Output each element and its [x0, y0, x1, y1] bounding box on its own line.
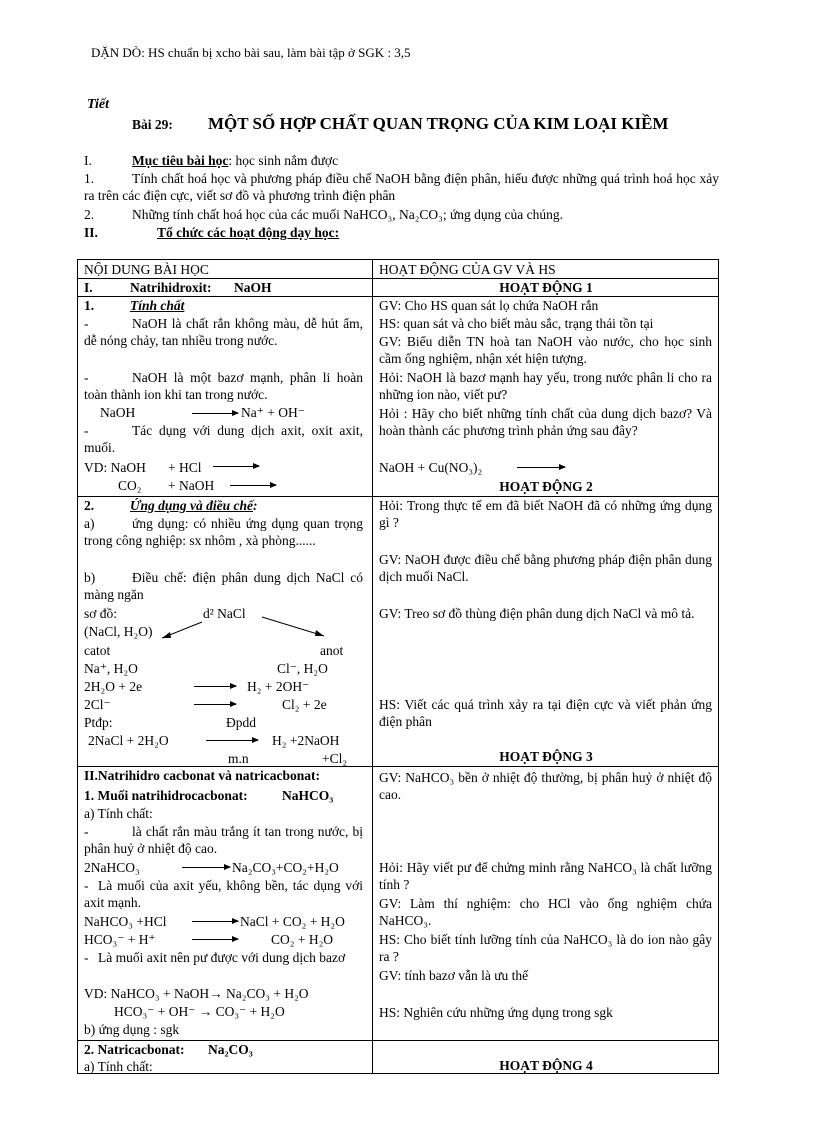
- diagram-node: anot: [320, 643, 344, 658]
- equation-right: +Cl₂: [322, 751, 348, 766]
- diagram-node: catot: [84, 643, 111, 658]
- activity-heading: HOẠT ĐỘNG 3: [499, 749, 593, 764]
- right-text: GV: NaHCO₃ bền ở nhiệt độ thường, bị phân huỷ ở nhiệt độ cao.: [379, 770, 712, 802]
- left-heading-naoh: Natrihidroxit:: [130, 280, 212, 295]
- left-num: I.: [84, 280, 93, 295]
- equation-label: Ptđp:: [84, 715, 113, 730]
- right-text: HS: Viết các quá trình xảy ra tại điện cực và viết phản ứng điện phân: [379, 697, 712, 729]
- left-num: 1.: [84, 298, 95, 313]
- activity-heading: HOẠT ĐỘNG 1: [499, 280, 593, 295]
- reaction-arrow: [213, 466, 259, 467]
- equation-right: Na⁺ + OH⁻: [241, 405, 305, 420]
- left-heading-carbonates: II.Natrihidro cacbonat và natricacbonat:: [84, 768, 320, 783]
- left-subheading: 2. Natricacbonat:: [84, 1042, 185, 1057]
- left-text: Là muối của axit yếu, không bền, tác dụng với axit mạnh.: [84, 878, 363, 910]
- equation-left: 2NaHCO₃: [84, 860, 140, 875]
- objective-2-number: 2.: [84, 207, 95, 222]
- left-subheading-formula: Na₂CO₃: [208, 1042, 253, 1057]
- right-text: GV: Biểu diễn TN hoà tan NaOH vào nước, cho học sinh cầm ống nghiệm, nhận xét hiện tượng.: [379, 334, 712, 366]
- diagram-node: Cl⁻, H₂O: [277, 661, 328, 676]
- left-text: b) ứng dụng : sgk: [84, 1022, 180, 1037]
- activity-heading: HOẠT ĐỘNG 2: [499, 479, 593, 494]
- objective-1-text: Tính chất hoá học và phương pháp điều chế NaOH bằng điện phân, hiểu được những quá trình hoá học xảy ra trên các điện cực, viết sơ đồ và phương trình điện phân: [84, 171, 719, 203]
- right-equation: NaOH + Cu(NO₃)₂: [379, 460, 483, 475]
- reaction-arrow: [192, 921, 238, 922]
- right-text: HS: Nghiên cứu những ứng dụng trong sgk: [379, 1005, 613, 1020]
- right-text: HS: quan sát và cho biết màu sắc, trạng thái tồn tại: [379, 316, 654, 331]
- left-subheading: Tính chất: [130, 298, 185, 313]
- reaction-arrow: [192, 413, 238, 414]
- right-text: Hỏi : Hãy cho biết những tính chất của dung dịch bazơ? Và hoàn thành các phương trình phản ứng sau đây?: [379, 406, 712, 438]
- table-head-left: NỘI DUNG BÀI HỌC: [84, 262, 209, 277]
- equation-left: VD: NaOH: [84, 460, 146, 475]
- lesson-label: Bài 29:: [132, 117, 173, 132]
- left-text: a) Tính chất:: [84, 806, 153, 821]
- equation-left: 2NaCl + 2H₂O: [88, 733, 169, 748]
- equation-left: CO₂: [118, 478, 142, 493]
- equation-example: VD: NaHCO₃ + NaOH→ Na₂CO₃ + H₂O: [84, 986, 309, 1001]
- reaction-arrow: [194, 686, 236, 687]
- reaction-arrow: [230, 485, 276, 486]
- equation-right: H₂ +2NaOH: [272, 733, 340, 748]
- right-text: HS: Cho biết tính lưỡng tính của NaHCO₃ là do ion nào gây ra ?: [379, 932, 712, 964]
- equation-condition: Đpdd: [226, 715, 256, 730]
- left-text: Tác dụng với dung dịch axit, oxit axit, muối.: [84, 423, 363, 455]
- equation-reagent: + HCl: [168, 460, 202, 475]
- section-number: I.: [84, 153, 92, 168]
- left-num: 2.: [84, 498, 95, 513]
- objectives-heading: [132, 152, 338, 169]
- equation-left: 2H₂O + 2e: [84, 679, 143, 694]
- objective-2-text: Những tính chất hoá học của các muối NaHCO₃, Na₂CO₃; ứng dụng của chúng.: [132, 207, 564, 222]
- equation-left: NaHCO₃ +HCl: [84, 914, 167, 929]
- equation-right: Cl₂ + 2e: [282, 697, 327, 712]
- equation-right: NaCl + CO₂ + H₂O: [240, 914, 345, 929]
- equation-condition: m.n: [228, 751, 249, 766]
- right-text: GV: NaOH được điều chế bằng phương pháp điện phân dung dịch muối NaCl.: [379, 552, 712, 584]
- left-text: Là muối axit nên pư được với dung dịch bazơ: [98, 950, 346, 965]
- diagram-node: (NaCl, H₂O): [84, 624, 153, 639]
- equation-example: HCO₃⁻ + OH⁻ → CO₃⁻ + H₂O: [114, 1004, 285, 1019]
- activity-heading: HOẠT ĐỘNG 4: [499, 1058, 593, 1073]
- objectives-title: Mục tiêu bài học: [132, 153, 229, 168]
- diagram-node: Na⁺, H₂O: [84, 661, 138, 676]
- right-text: Hỏi: Trong thực tế em đã biết NaOH đã có những ứng dụng gì ?: [379, 498, 712, 530]
- diagram-label: sơ đồ:: [84, 606, 118, 621]
- table-head-right: HOẠT ĐỘNG CỦA GV VÀ HS: [379, 262, 556, 277]
- left-text: là chất rắn màu trắng ít tan trong nước, bị phân huỷ ở nhiệt độ cao.: [84, 824, 363, 856]
- left-text: NaOH là một bazơ mạnh, phân li hoàn toàn thành ion khi tan trong nước.: [84, 370, 363, 402]
- right-text: GV: Treo sơ đồ thùng điện phân dung dịch NaCl và mô tả.: [379, 606, 695, 621]
- objectives-subtitle: : học sinh nắm được: [228, 153, 339, 168]
- left-heading-naoh-formula: NaOH: [234, 280, 272, 295]
- homework-note: DẶN DÒ: HS chuẩn bị xcho bài sau, làm bài tập ở SGK : 3,5: [91, 45, 411, 60]
- tiet-label: Tiết: [87, 97, 110, 112]
- right-text: Hỏi: Hãy viết pư để chứng minh rằng NaHCO₃ là chất lưỡng tính ?: [379, 860, 712, 892]
- equation-left: 2Cl⁻: [84, 697, 111, 712]
- section-2-heading: Tổ chức các hoạt động dạy học:: [157, 225, 340, 240]
- left-subheading: 1. Muối natrihidrocacbonat:: [84, 788, 248, 803]
- left-text: Điều chế: điện phân dung dịch NaCl có màng ngăn: [84, 570, 363, 602]
- diagram-node: d² NaCl: [203, 606, 246, 621]
- left-subheading: Ứng dụng và điều chế:: [130, 498, 258, 513]
- lesson-title: MỘT SỐ HỢP CHẤT QUAN TRỌNG CỦA KIM LOẠI KIỀM: [208, 114, 669, 133]
- objective-1-number: 1.: [84, 171, 95, 186]
- reaction-arrow: [194, 704, 236, 705]
- left-subheading-formula: NaHCO₃: [282, 788, 334, 803]
- reaction-arrow: [517, 467, 565, 468]
- right-text: Hỏi: NaOH là bazơ mạnh hay yếu, trong nước phân li cho ra những ion nào, viết pư?: [379, 370, 712, 402]
- left-text: NaOH là chất rắn không màu, dễ hút ẩm, dễ nóng chảy, tan nhiều trong nước.: [84, 316, 363, 348]
- equation-left: HCO₃⁻ + H⁺: [84, 932, 156, 947]
- equation-left: NaOH: [100, 405, 136, 420]
- right-text: GV: tính bazơ vẫn là ưu thế: [379, 968, 529, 983]
- section-2-number: II.: [84, 225, 98, 240]
- equation-right: Na₂CO₃+CO₂+H₂O: [232, 860, 339, 875]
- reaction-arrow: [192, 939, 238, 940]
- column-divider: [372, 259, 373, 1074]
- equation-right: H₂ + 2OH⁻: [247, 679, 310, 694]
- right-text: GV: Làm thí nghiệm: cho HCl vào ống nghiệm chứa NaHCO₃.: [379, 896, 712, 928]
- right-text: GV: Cho HS quan sát lọ chứa NaOH rắn: [379, 298, 599, 313]
- reaction-arrow: [206, 740, 258, 741]
- equation-right: CO₂ + H₂O: [271, 932, 334, 947]
- reaction-arrow: [182, 867, 230, 868]
- left-text: a) Tính chất:: [84, 1059, 153, 1074]
- left-text: ứng dụng: có nhiều ứng dụng quan trọng trong công nghiệp: sx nhôm , xà phòng......: [84, 516, 363, 548]
- equation-reagent: + NaOH: [168, 478, 215, 493]
